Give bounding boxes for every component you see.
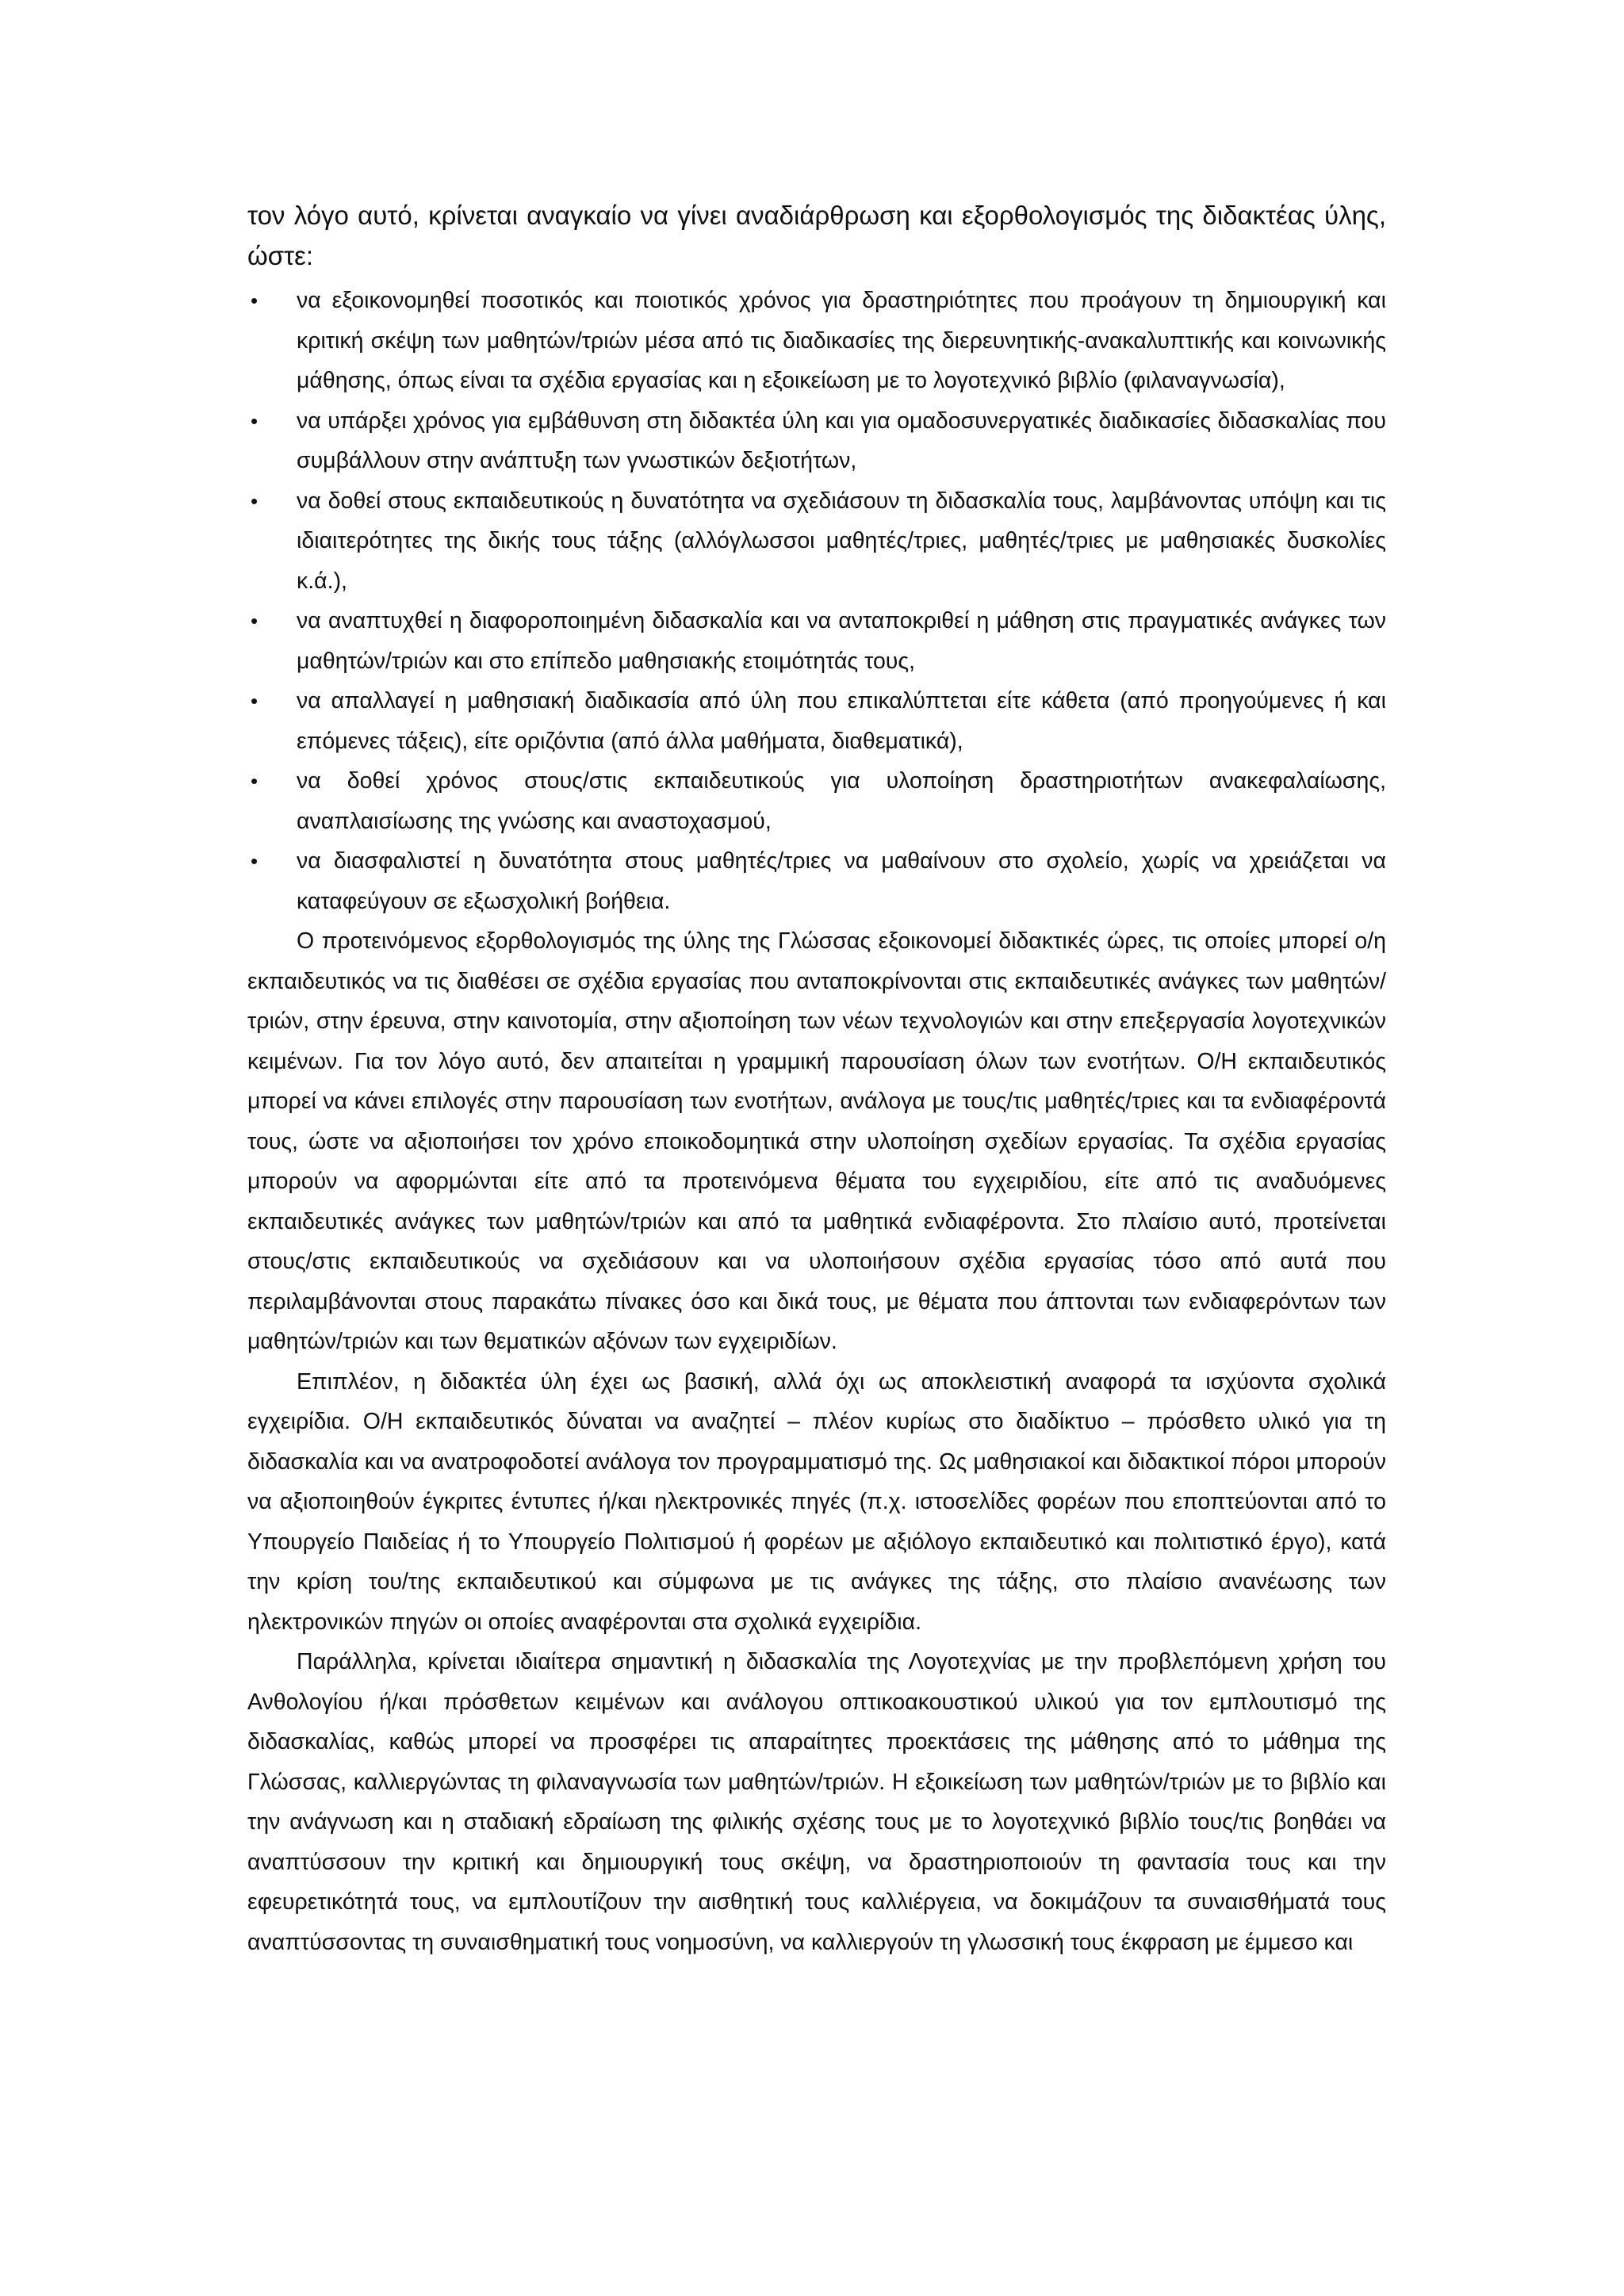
bullet-item — [247, 281, 1386, 401]
bullet-text: να υπάρξει χρόνος για εμβάθυνση στη διδακτέα ύλη και για ομαδοσυνεργατικές διαδικασίες διδασκαλίας που συμβάλλουν στην ανάπτυξη των γνωστικών δεξιοτήτων, — [297, 408, 1386, 473]
bullet-item — [247, 761, 1386, 841]
bullet-text: να απαλλαγεί η μαθησιακή διαδικασία από ύλη που επικαλύπτεται είτε κάθετα (από προηγούμενες ή και επόμενες τάξεις), είτε οριζόντια (από άλλα μαθήματα, διαθεματικά), — [297, 688, 1386, 754]
intro-text: τον λόγο αυτό, κρίνεται αναγκαίο να γίνει αναδιάρθρωση και εξορθολογισμός της διδακτέας ύλης, ώστε: — [247, 201, 1386, 270]
bullet-text: να εξοικονομηθεί ποσοτικός και ποιοτικός χρόνος για δραστηριότητες που προάγουν τη δημιουργική και κριτική σκέψη των μαθητών/τριών μέσα από τις διαδικασίες της διερευνητικής-ανακαλυπτικής και κοινωνικής μάθησης, όπως είναι τα σχέδια εργασίας και η εξοικείωση με το λογοτεχνικό βιβλίο (φιλαναγνωσία), — [297, 288, 1386, 393]
bullet-icon: • — [251, 408, 259, 433]
bullet-text: να δοθεί στους εκπαιδευτικούς η δυνατότητα να σχεδιάσουν τη διδασκαλία τους, λαμβάνοντας υπόψη και τις ιδιαιτερότητες της δικής τους τάξης (αλλόγλωσσοι μαθητές/τριες, μαθητές/τριες με μαθησιακές δυσκολίες κ.ά.), — [297, 488, 1386, 594]
bullet-text: να αναπτυχθεί η διαφοροποιημένη διδασκαλία και να ανταποκριθεί η μάθηση στις πραγματικές ανάγκες των μαθητών/τριών και στο επίπεδο μαθησιακής ετοιμότητάς τους, — [297, 608, 1386, 674]
document-page — [247, 195, 1386, 1962]
bullet-item — [247, 481, 1386, 602]
bullet-icon: • — [251, 488, 259, 513]
bullet-icon: • — [251, 689, 259, 713]
bullet-list — [247, 281, 1386, 921]
bullet-item — [247, 601, 1386, 681]
bullet-icon: • — [251, 769, 259, 793]
paragraph: Παράλληλα, κρίνεται ιδιαίτερα σημαντική η διδασκαλία της Λογοτεχνίας με την προβλεπόμενη χρήση του Ανθολογίου ή/και πρόσθετων κειμένων και ανάλογου οπτικοακουστικού υλικού για τον εμπλουτισμό της διδασκαλίας, καθώς μπορεί να προσφέρει τις απαραίτητες προεκτάσεις της μάθησης από το μάθημα της Γλώσσας, καλλιεργώντας τη φιλαναγνωσία των μαθητών/τριών. Η εξοικείωση των μαθητών/τριών με το βιβλίο και την ανάγνωση και η σταδιακή εδραίωση της φιλικής σχέσης τους με το λογοτεχνικό βιβλίο τους/τις βοηθάει να αναπτύσσουν την κριτική και δημιουργική τους σκέψη, να δραστηριοποιούν τη φαντασία τους και την εφευρετικότητά τους, να εμπλουτίζουν την αισθητική τους καλλιέργεια, να δοκιμάζουν τα συναισθήματά τους αναπτύσσοντας τη συναισθηματική τους νοημοσύνη, να καλλιεργούν τη γλωσσική τους έκφραση με έμμεσο και — [247, 1649, 1386, 1955]
bullet-item — [247, 681, 1386, 761]
bullet-text: να δοθεί χρόνος στους/στις εκπαιδευτικούς για υλοποίηση δραστηριοτήτων ανακεφαλαίωσης, αναπλαισίωσης της γνώσης και αναστοχασμού, — [297, 768, 1386, 834]
paragraph: Ο προτεινόμενος εξορθολογισμός της ύλης της Γλώσσας εξοικονομεί διδακτικές ώρες, τις οποίες μπορεί ο/η εκπαιδευτικός να τις διαθέσει σε σχέδια εργασίας που ανταποκρίνονται στις εκπαιδευτικές ανάγκες των μαθητών/τριών, στην έρευνα, στην καινοτομία, στην αξιοποίηση των νέων τεχνολογιών και στην επεξεργασία λογοτεχνικών κειμένων. Για τον λόγο αυτό, δεν απαιτείται η γραμμική παρουσίαση όλων των ενοτήτων. Ο/Η εκπαιδευτικός μπορεί να κάνει επιλογές στην παρουσίαση των ενοτήτων, ανάλογα με τους/τις μαθητές/τριες και τα ενδιαφέροντά τους, ώστε να αξιοποιήσει τον χρόνο εποικοδομητικά στην υλοποίηση σχεδίων εργασίας. Τα σχέδια εργασίας μπορούν να αφορμώνται είτε από τα προτεινόμενα θέματα του εγχειριδίου, είτε από τις αναδυόμενες εκπαιδευτικές ανάγκες των μαθητών/τριών και από τα μαθητικά ενδιαφέροντα. Στο πλαίσιο αυτό, προτείνεται στους/στις εκπαιδευτικούς να σχεδιάσουν και να υλοποιήσουν σχέδια εργασίας τόσο από αυτά που περιλαμβάνονται στους παρακάτω πίνακες όσο και δικά τους, με θέματα που άπτονται των ενδιαφερόντων των μαθητών/τριών και των θεματικών αξόνων των εγχειριδίων. — [247, 928, 1386, 1354]
bullet-text: να διασφαλιστεί η δυνατότητα στους μαθητές/τριες να μαθαίνουν στο σχολείο, χωρίς να χρειάζεται να καταφεύγουν σε εξωσχολική βοήθεια. — [297, 848, 1386, 914]
bullet-icon: • — [251, 289, 259, 312]
paragraph: Επιπλέον, η διδακτέα ύλη έχει ως βασική, αλλά όχι ως αποκλειστική αναφορά τα ισχύοντα σχολικά εγχειρίδια. Ο/Η εκπαιδευτικός δύναται να αναζητεί – πλέον κυρίως στο διαδίκτυο – πρόσθετο υλικό για τη διδασκαλία και να ανατροφοδοτεί ανάλογα τον προγραμματισμό της. Ως μαθησιακοί και διδακτικοί πόροι μπορούν να αξιοποιηθούν έγκριτες έντυπες ή/και ηλεκτρονικές πηγές (π.χ. ιστοσελίδες φορέων που εποπτεύονται από το Υπουργείο Παιδείας ή το Υπουργείο Πολιτισμού ή φορέων με αξιόλογο εκπαιδευτικό και πολιτιστικό έργο), κατά την κρίση του/της εκπαιδευτικού και σύμφωνα με τις ανάγκες της τάξης, στο πλαίσιο ανανέωσης των ηλεκτρονικών πηγών οι οποίες αναφέρονται στα σχολικά εγχειρίδια. — [247, 1368, 1386, 1635]
bullet-item — [247, 401, 1386, 481]
bullet-icon: • — [251, 849, 259, 873]
bullet-item — [247, 841, 1386, 921]
bullet-icon: • — [251, 609, 259, 633]
